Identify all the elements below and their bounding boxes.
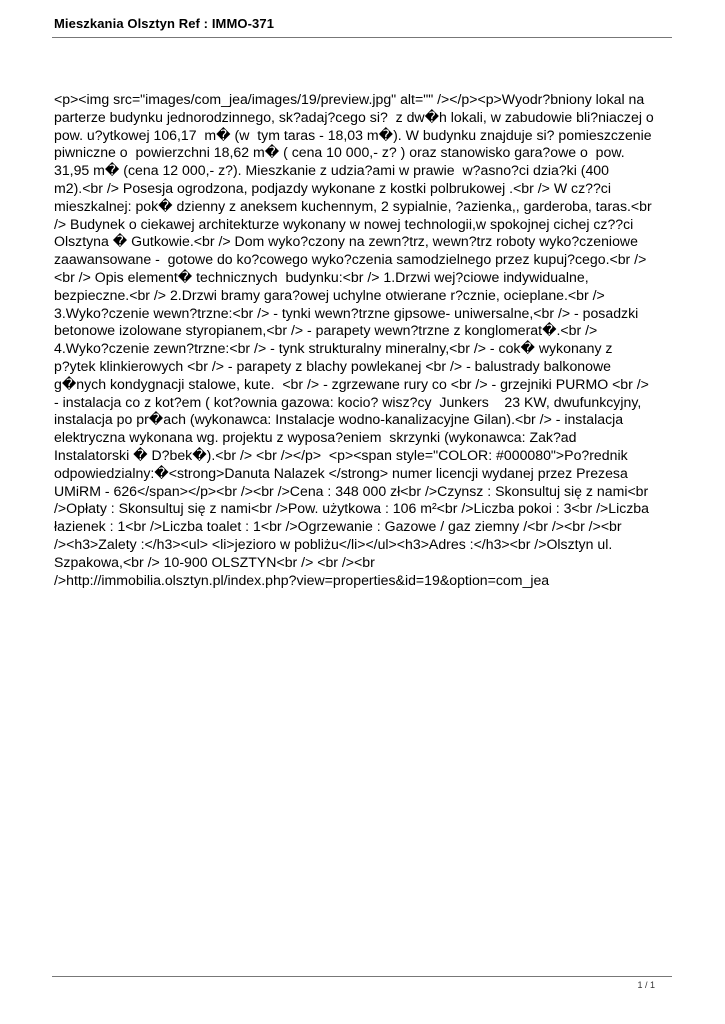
body-line: pow. u?ytkowej 106,17 m� (w tym taras - 18,03 m�). W budynku znajduje si? pomieszczenie — [54, 126, 652, 143]
body-line: <br /> Opis element� technicznych budynku:<br /> 1.Drzwi wej?ciowe indywidualne, — [54, 268, 589, 285]
body-line: Instalatorski � D?bek�).<br /> <br /></p> <p><span style="COLOR: #000080">Po?rednik — [54, 446, 628, 463]
body-line: piwniczne o powierzchni 18,62 m� ( cena 10 000,- z? ) oraz stanowisko gara?owe o pow. — [54, 144, 625, 161]
document-title: Mieszkania Olsztyn Ref : IMMO-371 — [54, 16, 275, 31]
listing-body-text — [54, 91, 675, 589]
body-line: />http://immobilia.olsztyn.pl/index.php?view=properties&id=19&option=com_jea — [54, 571, 550, 588]
body-line: 3.Wyko?czenie wewn?trzne:<br /> - tynki wewn?trzne gipsowe- uniwersalne,<br /> - posadzki — [54, 304, 639, 321]
body-line: instalacja po pr�ach (wykonawca: Instalacje wodno-kanalizacyjne Gilan).<br /> - instalacja — [54, 411, 624, 428]
page-number: 1 / 1 — [637, 980, 655, 990]
body-line: <p><img src="images/com_jea/images/19/preview.jpg" alt="" /></p><p>Wyodr?bniony lokal na — [54, 91, 645, 107]
footer-divider — [52, 976, 672, 977]
body-line: - instalacja co z kot?em ( kot?ownia gazowa: kocio? wisz?cy Junkers 23 KW, dwufunkcyjny, — [54, 393, 642, 410]
body-line: p?ytek klinkierowych <br /> - parapety z blachy powlekanej <br /> - balustrady balkonowe — [54, 357, 611, 374]
body-line: elektryczna wykonana wg. projektu z wyposa?eniem skrzynki (wykonawca: Zak?ad — [54, 429, 577, 446]
body-line: UMiRM - 626</span></p><br /><br />Cena : 348 000 zł<br />Czynsz : Skonsultuj się z nami<br — [54, 482, 649, 499]
body-line: bezpieczne.<br /> 2.Drzwi bramy gara?owej uchylne otwierane r?cznie, ocieplane.<br /> — [54, 286, 605, 303]
body-line: m2).<br /> Posesja ogrodzona, podjazdy wykonane z kostki polbrukowej .<br /> W cz??ci — [54, 179, 611, 196]
body-line: Szpakowa,<br /> 10-900 OLSZTYN<br /> <br /><br — [54, 553, 375, 570]
body-line: odpowiedzialny:�<strong>Danuta Nalazek </strong> numer licencji wydanej przez Prezesa — [54, 464, 628, 481]
body-line: /> Budynek o ciekawej architekturze wykonany w nowej technologii,w spokojnej cichej cz??ci — [54, 215, 634, 232]
body-line: 4.Wyko?czenie zewn?trzne:<br /> - tynk strukturalny mineralny,<br /> - cok� wykonany z — [54, 340, 613, 357]
body-line: betonowe izolowane styropianem,<br /> - parapety wewn?trzne z konglomerat�.<br /> — [54, 322, 598, 339]
body-line: zaawansowane - gotowe do ko?cowego wyko?czenia samodzielnego przez kupuj?cego.<br /> — [54, 251, 647, 268]
body-line: /><h3>Zalety :</h3><ul> <li>jezioro w pobliżu</li></ul><h3>Adres :</h3><br />Olsztyn ul. — [54, 535, 613, 552]
body-line: łazienek : 1<br />Liczba toalet : 1<br />Ogrzewanie : Gazowe / gaz ziemny /<br /><br /><br — [54, 518, 622, 535]
body-line: g�nych kondygnacji stalowe, kute. <br /> - zgrzewane rury co <br /> - grzejniki PURMO <br /> — [54, 375, 649, 392]
body-line: mieszkalnej: pok� dzienny z aneksem kuchennym, 2 sypialnie, ?azienka,, garderoba, taras.<br — [54, 197, 652, 214]
body-line: 31,95 m� (cena 12 000,- z?). Mieszkanie z udzia?ami w prawie w?asno?ci dzia?ki (400 — [54, 162, 609, 179]
body-line: parterze budynku jednorodzinnego, sk?adaj?cego si? z dw�h lokali, w zabudowie bli?niaczej o — [54, 108, 654, 125]
body-line: Olsztyna � Gutkowie.<br /> Dom wyko?czony na zewn?trz, wewn?trz roboty wyko?czeniowe — [54, 233, 638, 250]
body-line: />Opłaty : Skonsultuj się z nami<br />Pow. użytkowa : 106 m²<br />Liczba pokoi : 3<br />Liczba — [54, 500, 649, 517]
header-divider — [52, 37, 672, 38]
